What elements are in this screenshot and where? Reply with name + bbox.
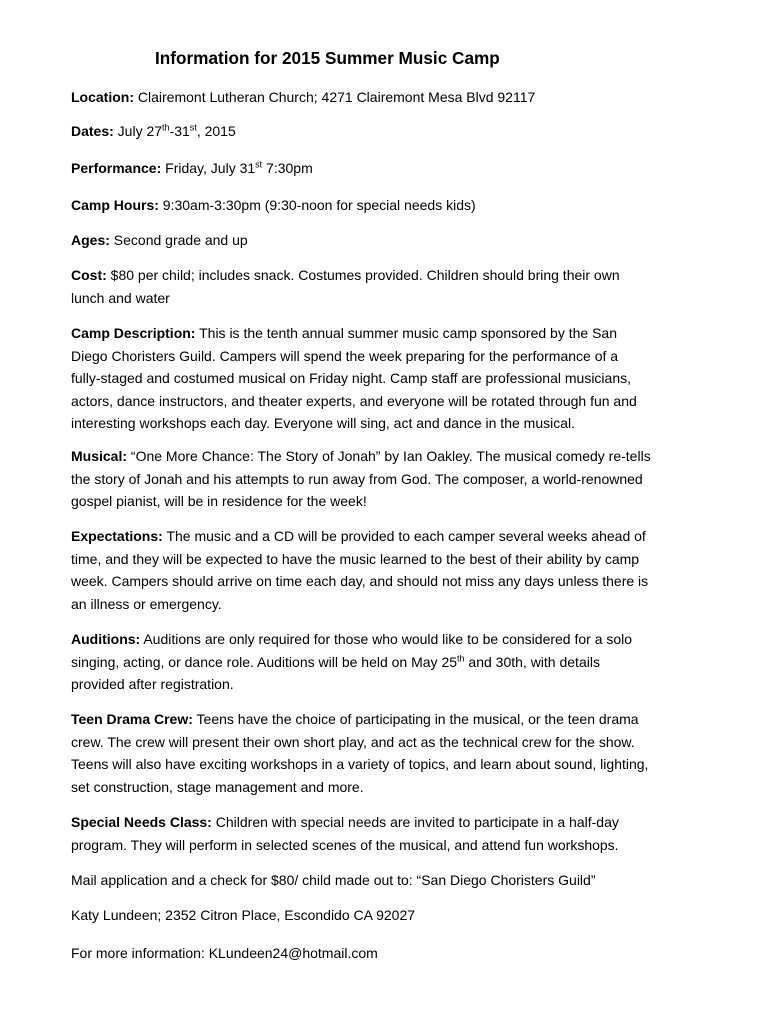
performance-value-date: Friday, July 31: [161, 160, 256, 176]
camp-hours-label: Camp Hours:: [71, 197, 159, 213]
camp-description-value: This is the tenth annual summer music camp sponsored by the San Diego Choristers Guild. Campers will spend the week preparing for the performance of a fully-staged and costumed musical on Friday night. Camp staff are professional musicians, actors, dance instructors, and theater experts, and everyone will be rotated through fun and interesting workshops each day. Everyone will sing, act and dance in the musical.: [71, 325, 637, 432]
expectations-value: The music and a CD will be provided to each camper several weeks ahead of time, and they will be expected to have the music learned to the best of their ability by camp week. Campers should arrive on time each day, and should not miss any days unless there is an illness or emergency.: [71, 528, 649, 612]
document-title: Information for 2015 Summer Music Camp: [155, 48, 500, 68]
expectations-paragraph: [71, 525, 651, 615]
special-needs-class-value: Children with special needs are invited to participate in a half-day program. They will perform in selected scenes of the musical, and attend fun workshops.: [71, 814, 619, 853]
auditions-superscript: th: [457, 652, 465, 663]
mail-application-line: Mail application and a check for $80/ child made out to: “San Diego Choristers Guild”: [71, 872, 596, 888]
special-needs-class-label: Special Needs Class:: [71, 814, 212, 830]
expectations-label: Expectations:: [71, 528, 163, 544]
performance-value-time: 7:30pm: [262, 160, 313, 176]
musical-label: Musical:: [71, 448, 128, 464]
performance-superscript: st: [255, 159, 263, 170]
musical-value: “One More Chance: The Story of Jonah” by Ian Oakley. The musical comedy re-tells the story of Jonah and his attempts to run away from God. The composer, a world-renowned gospel pianist, will be in residence for the week!: [71, 448, 651, 510]
special-needs-class-paragraph: [71, 811, 651, 856]
dates-line: [71, 120, 651, 143]
teen-drama-crew-label: Teen Drama Crew:: [71, 711, 193, 727]
location-label: Location:: [71, 89, 134, 105]
ages-label: Ages:: [71, 232, 110, 248]
performance-label: Performance:: [71, 160, 162, 176]
auditions-value-end: and 30th, with details provided after registration.: [71, 653, 600, 693]
teen-drama-crew-value: Teens have the choice of participating in the musical, or the teen drama crew. The crew will present their own short play, and act as the technical crew for the show. Teens will also have exciting workshops in a variety of topics, and learn about sound, lighting, set construction, stage management and more.: [71, 711, 649, 795]
auditions-label: Auditions:: [71, 631, 141, 647]
cost-label: Cost:: [71, 267, 107, 283]
camp-description-label: Camp Description:: [71, 325, 196, 341]
more-info-line: For more information: KLundeen24@hotmail.com: [71, 945, 378, 961]
dates-label: Dates:: [71, 123, 114, 139]
cost-value: $80 per child; includes snack. Costumes provided. Children should bring their own lunch and water: [71, 267, 620, 306]
auditions-paragraph: [71, 628, 651, 696]
dates-value-year: , 2015: [196, 123, 236, 139]
performance-line: [71, 157, 651, 180]
dates-superscript-th: th: [162, 122, 170, 133]
camp-description-paragraph: [71, 322, 651, 435]
dates-superscript-st: st: [189, 122, 197, 133]
location-value: Clairemont Lutheran Church; 4271 Clairemont Mesa Blvd 92117: [134, 89, 536, 105]
teen-drama-crew-paragraph: [71, 708, 651, 798]
auditions-value-start: Auditions are only required for those who would like to be considered for a solo singing, acting, or dance role. Auditions will be held on May 25: [71, 631, 633, 670]
camp-hours-value: 9:30am-3:30pm (9:30-noon for special needs kids): [158, 197, 476, 213]
ages-value: Second grade and up: [109, 232, 248, 248]
dates-value-start: July 27: [113, 123, 163, 139]
cost-paragraph: [71, 264, 651, 309]
camp-hours-line: [71, 194, 651, 217]
ages-line: [71, 229, 651, 252]
dates-value-end: -31: [169, 123, 190, 139]
musical-paragraph: [71, 445, 651, 513]
mailing-address-line: Katy Lundeen; 2352 Citron Place, Escondido CA 92027: [71, 907, 416, 923]
location-line: [71, 86, 651, 109]
